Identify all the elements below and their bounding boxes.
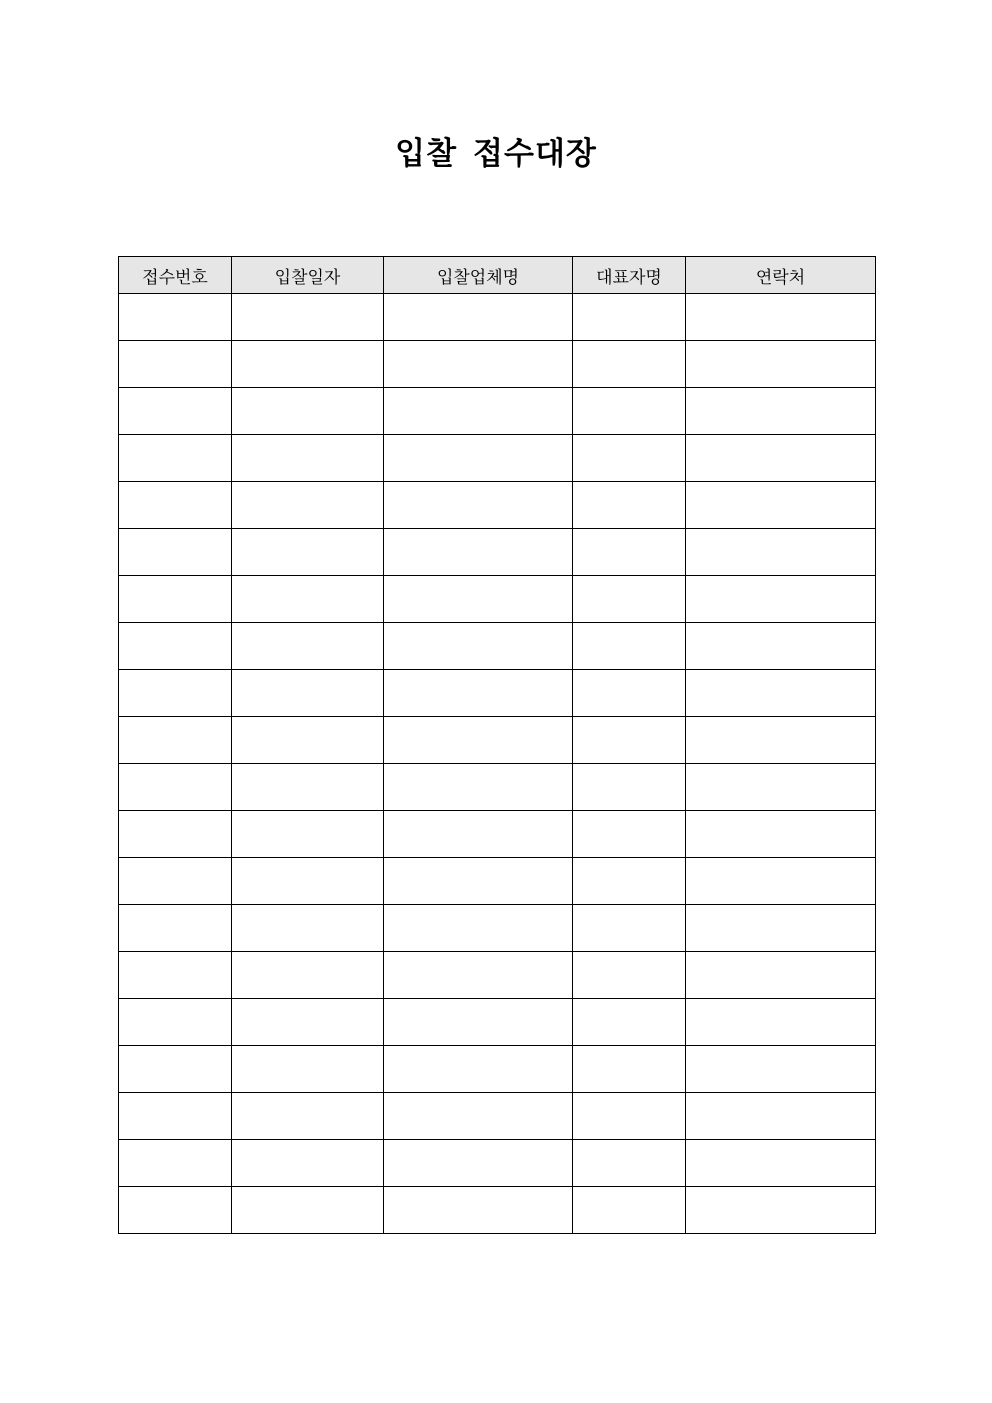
header-receipt-number: 접수번호 [119,257,232,294]
bid-date-cell [232,482,384,529]
bid-date-cell [232,717,384,764]
header-bidder-company: 입찰업체명 [384,257,573,294]
bidder-company-cell [384,482,573,529]
bidder-company-cell [384,341,573,388]
bid-date-cell [232,764,384,811]
contact-cell [686,529,876,576]
contact-cell [686,435,876,482]
table-row [119,999,876,1046]
table-row [119,717,876,764]
header-contact: 연락처 [686,257,876,294]
table-row [119,764,876,811]
header-bid-date: 입찰일자 [232,257,384,294]
contact-cell [686,717,876,764]
contact-cell [686,1140,876,1187]
bidder-company-cell [384,529,573,576]
receipt-number-cell [119,999,232,1046]
representative-cell [573,529,686,576]
contact-cell [686,341,876,388]
bid-date-cell [232,670,384,717]
bidder-company-cell [384,388,573,435]
receipt-number-cell [119,952,232,999]
receipt-number-cell [119,1046,232,1093]
table-row [119,294,876,341]
page-title-word-1: 입찰 [395,136,458,172]
table-row [119,858,876,905]
bidder-company-cell [384,717,573,764]
contact-cell [686,1187,876,1234]
receipt-number-cell [119,388,232,435]
representative-cell [573,623,686,670]
receipt-number-cell [119,811,232,858]
table-body [119,294,876,1234]
contact-cell [686,388,876,435]
receipt-number-cell [119,435,232,482]
receipt-number-cell [119,717,232,764]
table-row [119,388,876,435]
table-row [119,1093,876,1140]
bidder-company-cell [384,811,573,858]
contact-cell [686,482,876,529]
representative-cell [573,1140,686,1187]
contact-cell [686,1046,876,1093]
table-header-row [119,257,876,294]
table-row [119,529,876,576]
header-representative: 대표자명 [573,257,686,294]
bid-date-cell [232,952,384,999]
receipt-number-cell [119,1093,232,1140]
page-title [0,132,992,176]
receipt-number-cell [119,1140,232,1187]
table-row [119,623,876,670]
receipt-number-cell [119,294,232,341]
representative-cell [573,952,686,999]
bid-date-cell [232,1187,384,1234]
table-row [119,1140,876,1187]
bidder-company-cell [384,952,573,999]
representative-cell [573,1093,686,1140]
bid-date-cell [232,999,384,1046]
bidder-company-cell [384,1187,573,1234]
bidder-company-cell [384,1140,573,1187]
table-row [119,811,876,858]
table-row [119,1187,876,1234]
bid-date-cell [232,435,384,482]
contact-cell [686,764,876,811]
representative-cell [573,294,686,341]
page-title-word-2: 접수대장 [473,136,597,172]
representative-cell [573,482,686,529]
register-table [118,256,876,1234]
bid-date-cell [232,341,384,388]
representative-cell [573,717,686,764]
bidder-company-cell [384,764,573,811]
contact-cell [686,905,876,952]
bidder-company-cell [384,1093,573,1140]
bid-date-cell [232,858,384,905]
receipt-number-cell [119,1187,232,1234]
contact-cell [686,858,876,905]
table-row [119,341,876,388]
table-row [119,435,876,482]
bid-date-cell [232,623,384,670]
representative-cell [573,811,686,858]
receipt-number-cell [119,670,232,717]
contact-cell [686,811,876,858]
contact-cell [686,999,876,1046]
representative-cell [573,576,686,623]
bid-date-cell [232,529,384,576]
bid-date-cell [232,294,384,341]
table-row [119,1046,876,1093]
representative-cell [573,1187,686,1234]
bidder-company-cell [384,905,573,952]
bidder-company-cell [384,576,573,623]
bid-date-cell [232,1140,384,1187]
representative-cell [573,388,686,435]
bidder-company-cell [384,435,573,482]
contact-cell [686,294,876,341]
bidder-company-cell [384,1046,573,1093]
contact-cell [686,623,876,670]
bid-date-cell [232,576,384,623]
bidder-company-cell [384,858,573,905]
bid-date-cell [232,1046,384,1093]
representative-cell [573,858,686,905]
bidder-company-cell [384,623,573,670]
bidder-company-cell [384,294,573,341]
bid-date-cell [232,811,384,858]
contact-cell [686,670,876,717]
contact-cell [686,1093,876,1140]
representative-cell [573,341,686,388]
representative-cell [573,670,686,717]
representative-cell [573,905,686,952]
table-row [119,576,876,623]
representative-cell [573,1046,686,1093]
bid-date-cell [232,1093,384,1140]
receipt-number-cell [119,623,232,670]
contact-cell [686,576,876,623]
representative-cell [573,435,686,482]
bid-date-cell [232,905,384,952]
representative-cell [573,764,686,811]
table-row [119,670,876,717]
receipt-number-cell [119,905,232,952]
receipt-number-cell [119,858,232,905]
receipt-number-cell [119,341,232,388]
table-row [119,905,876,952]
contact-cell [686,952,876,999]
table-row [119,482,876,529]
bidder-company-cell [384,670,573,717]
receipt-number-cell [119,764,232,811]
bid-date-cell [232,388,384,435]
representative-cell [573,999,686,1046]
bidder-company-cell [384,999,573,1046]
receipt-number-cell [119,529,232,576]
receipt-number-cell [119,576,232,623]
receipt-number-cell [119,482,232,529]
table-row [119,952,876,999]
